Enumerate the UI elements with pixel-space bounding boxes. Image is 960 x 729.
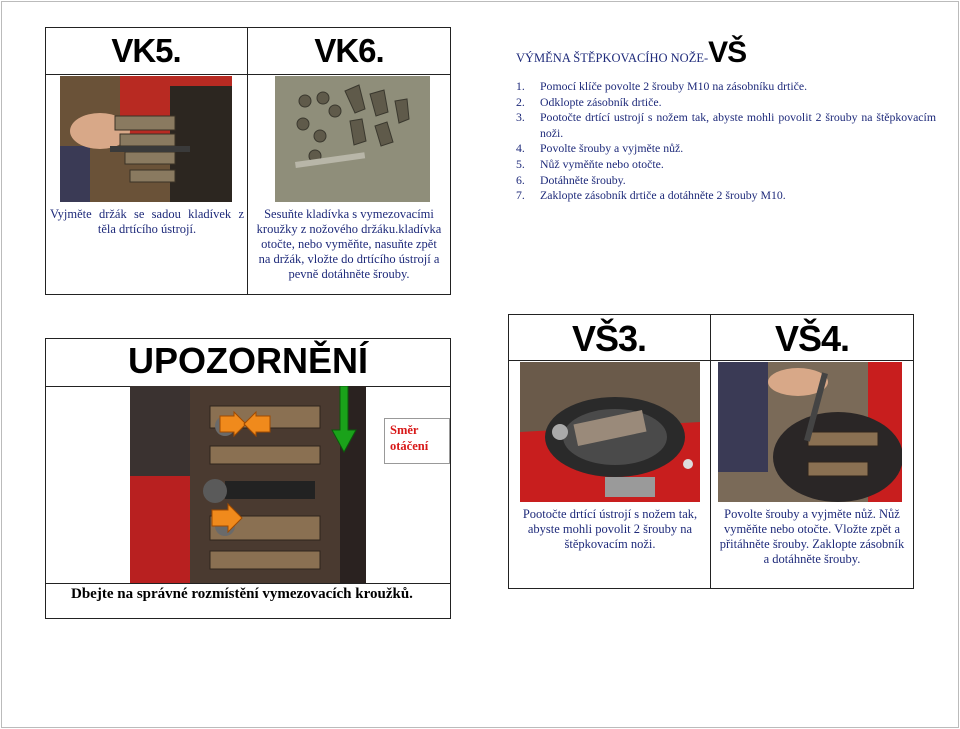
vk6-photo — [275, 76, 430, 202]
replace-title-text: VÝMĚNA ŠTĚPKOVACÍHO NOŽE- — [516, 51, 709, 65]
green-arrow-icon — [330, 386, 358, 454]
replace-step — [516, 141, 936, 157]
vs4-photo — [718, 362, 902, 502]
replace-step-number: 7. — [516, 188, 525, 203]
replace-step — [516, 79, 936, 95]
replace-step — [516, 188, 936, 204]
vk-title-rule — [45, 74, 451, 75]
replace-step-number: 3. — [516, 110, 525, 125]
vs4-caption: Povolte šrouby a vyjměte nůž. Nůž vyměňte nebo otočte. Vložte zpět a přitáhněte šrouby. Zaklopte zásobník a dotáhněte šrouby. — [719, 507, 905, 566]
vs3-photo — [520, 362, 700, 502]
vs3-title: VŠ3. — [571, 318, 647, 359]
replace-step — [516, 110, 936, 141]
replace-title — [516, 36, 746, 70]
replace-title-code: VŠ — [708, 36, 747, 69]
replace-step-number: 2. — [516, 94, 525, 109]
vk6-title: VK6. — [314, 32, 384, 69]
orange-arrows-icon — [200, 410, 330, 550]
replace-step — [516, 157, 936, 173]
replace-step — [516, 95, 936, 111]
replace-step-text: Pootočte drtící ustrojí s nožem tak, abyste mohli povolit 2 šrouby na štěpkovacím noži. — [540, 110, 936, 140]
replace-step-text: Odklopte zásobník drtiče. — [540, 94, 662, 109]
replace-steps — [516, 79, 936, 204]
replace-step-text: Zaklopte zásobník drtiče a dotáhněte 2 šrouby M10. — [540, 188, 786, 203]
replace-step-text: Pomocí klíče povolte 2 šrouby M10 na zásobníku drtiče. — [540, 79, 808, 93]
replace-step — [516, 173, 936, 189]
replace-step-number: 5. — [516, 156, 525, 171]
direction-label: Směr otáčení — [390, 423, 429, 453]
replace-step-text: Nůž vyměňte nebo otočte. — [540, 156, 664, 171]
vs-title-rule — [508, 360, 914, 361]
replace-step-number: 6. — [516, 172, 525, 187]
replace-step-text: Povolte šrouby a vyjměte nůž. — [540, 141, 684, 156]
vk6-caption: Sesuňte kladívka s vymezovacími kroužky z nožového držáku.kladívka otočte, nebo vyměňte, nasuňte zpět na držák, vložte do drtícího ústrojí a pevně dotáhněte šrouby. — [256, 207, 442, 281]
vk5-title: VK5. — [111, 32, 181, 69]
replace-step-text: Dotáhněte šrouby. — [540, 172, 626, 187]
replace-step-number: 4. — [516, 141, 525, 156]
vk5-photo — [60, 76, 232, 202]
vs3-caption: Pootočte drtící ústrojí s nožem tak, abyste mohli povolit 2 šrouby na štěpkovacím noži. — [522, 507, 698, 551]
warning-note: Dbejte na správné rozmístění vymezovacích kroužků. — [71, 586, 413, 602]
warning-note-rule — [45, 583, 451, 584]
replace-step-number: 1. — [516, 79, 525, 93]
vs4-title: VŠ4. — [774, 318, 850, 359]
vk5-caption: Vyjměte držák se sadou kladívek z těla drtícího ústrojí. — [50, 207, 244, 236]
warning-title: UPOZORNĚNÍ — [127, 340, 368, 381]
